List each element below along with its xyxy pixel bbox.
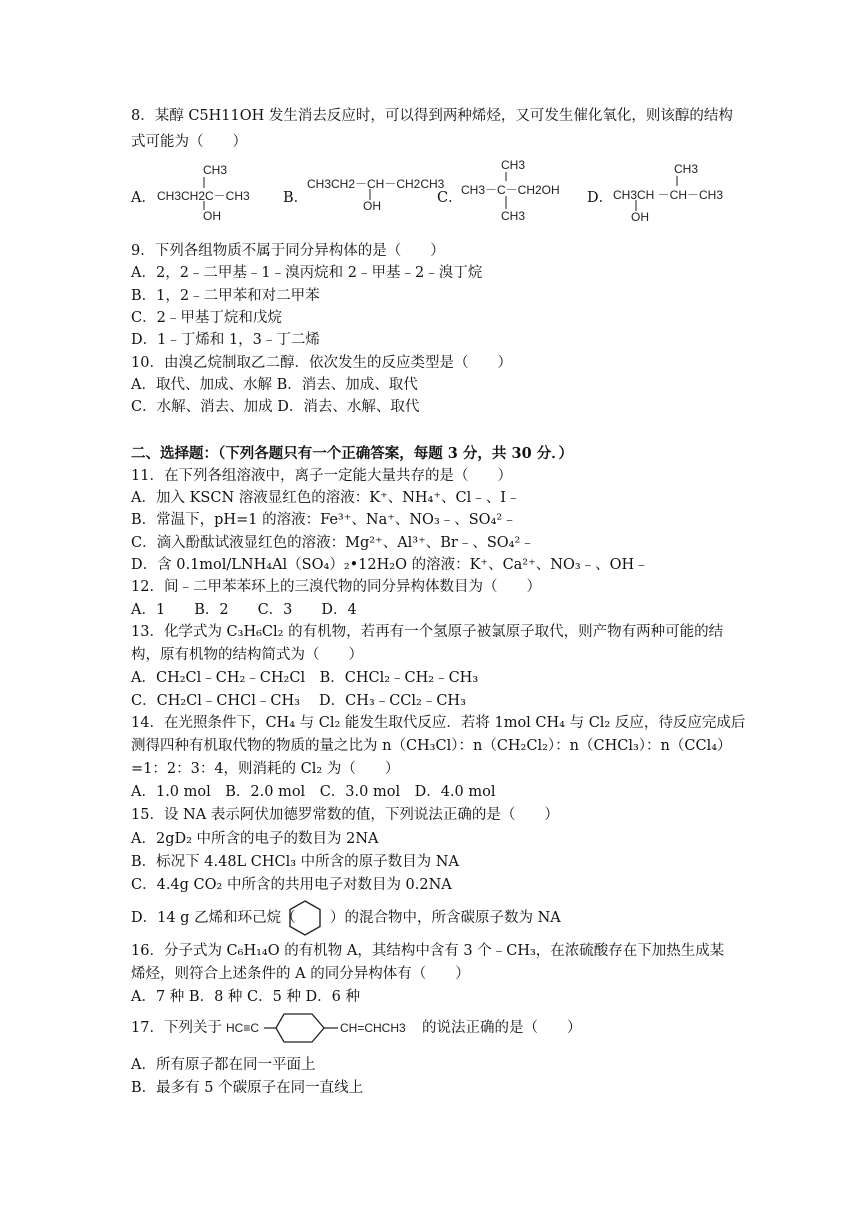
q13-option-cd: C．CH₂Cl﹣CHCl﹣CH₃ D．CH₃﹣CCl₂﹣CH₃	[131, 693, 466, 709]
q8-a-bonds	[201, 176, 209, 212]
q9-stem: 9．下列各组物质不属于同分异构体的是（ ）	[131, 243, 445, 259]
q15-option-a: A．2gD₂ 中所含的电子的数目为 2NA	[131, 831, 379, 847]
q8-c-bottom: CH3	[501, 209, 526, 223]
q8-option-a-label: A．	[131, 190, 156, 206]
q9-option-b: B．1，2﹣二甲苯和对二甲苯	[131, 288, 320, 304]
q17-option-b: B．最多有 5 个碳原子在同一直线上	[131, 1080, 364, 1096]
q17-struct-left: HC≡C	[226, 1021, 259, 1035]
q12-stem: 12．间﹣二甲苯苯环上的三溴代物的同分异构体数目为（ ）	[131, 579, 541, 595]
q16-stem-line1: 16．分子式为 C₆H₁₄O 的有机物 A，其结构中含有 3 个﹣CH₃，在浓硫酸存在下加热生成某	[131, 943, 725, 959]
q15-option-c: C．4.4g CO₂ 中所含的共用电子对数目为 0.2NA	[131, 877, 452, 893]
q14-options: A．1.0 mol B．2.0 mol C．3.0 mol D．4.0 mol	[131, 784, 496, 800]
q8-c-top: CH3	[501, 158, 526, 172]
q8-b-bottom: OH	[363, 199, 381, 213]
q8-options	[131, 158, 741, 230]
cyclohexane-hexagon-icon	[285, 898, 325, 938]
q13-option-ab: A．CH₂Cl﹣CH₂﹣CH₂Cl B．CHCl₂﹣CH₂﹣CH₃	[131, 670, 479, 686]
q8-d-top: CH3	[674, 162, 699, 176]
q8-b-bonds	[367, 188, 373, 202]
q8-stem-line2: 式可能为（ ）	[131, 134, 247, 150]
q11-option-d: D．含 0.1mol/LNH₄Al（SO₄）₂•12H₂O 的溶液：K⁺、Ca²⁺、NO₃﹣、OH﹣	[131, 557, 649, 573]
q16-options: A．7 种 B．8 种 C．5 种 D．6 种	[131, 989, 361, 1005]
q8-b-main: CH3CH2－CH－CH2CH3	[307, 177, 445, 191]
q10-stem: 10．由溴乙烷制取乙二醇．依次发生的反应类型是（ ）	[131, 355, 512, 371]
q17-option-a: A．所有原子都在同一平面上	[131, 1057, 316, 1073]
q14-stem-line3: =1：2：3：4，则消耗的 Cl₂ 为（ ）	[131, 761, 400, 777]
q12-options: A．1 B．2 C．3 D．4	[131, 602, 357, 618]
q11-option-b: B．常温下，pH=1 的溶液：Fe³⁺、Na⁺、NO₃﹣、SO₄²﹣	[131, 512, 517, 528]
q8-a-top: CH3	[203, 163, 228, 177]
q10-option-ab: A．取代、加成、水解 B．消去、加成、取代	[131, 377, 418, 393]
q11-stem: 11．在下列各组溶液中，离子一定能大量共存的是（ ）	[131, 468, 512, 484]
q9-option-d: D．1﹣丁烯和 1，3﹣丁二烯	[131, 332, 320, 348]
q9-option-a: A．2，2﹣二甲基﹣1﹣溴丙烷和 2﹣甲基﹣2﹣溴丁烷	[131, 265, 483, 281]
q15-option-d-before: D．14 g 乙烯和环己烷（	[131, 910, 296, 926]
q17-stem-after: 的说法正确的是（ ）	[422, 1020, 582, 1036]
q8-option-b-label: B．	[283, 190, 309, 206]
q13-stem-line1: 13．化学式为 C₃H₆Cl₂ 的有机物，若再有一个氢原子被氯原子取代，则产物有两种可能的结	[131, 624, 724, 640]
q16-stem-line2: 烯烃，则符合上述条件的 A 的同分异构体有（ ）	[131, 966, 470, 982]
q15-option-d-after: ）的混合物中，所含碳原子数为 NA	[330, 910, 561, 926]
section-2-heading: 二、选择题：（下列各题只有一个正确答案，每题 3 分，共 30 分．）	[131, 445, 573, 462]
q8-option-d-label: D．	[587, 190, 614, 206]
benzene-ring-icon	[264, 1008, 344, 1048]
q9-option-c: C．2﹣甲基丁烷和戊烷	[131, 310, 282, 326]
q8-option-c-label: C．	[437, 190, 463, 206]
q8-d-main: CH3CH －CH－CH3	[613, 188, 724, 202]
q8-a-bottom: OH	[203, 209, 221, 223]
q15-stem: 15．设 NA 表示阿伏加德罗常数的值，下列说法正确的是（ ）	[131, 807, 559, 823]
q15-option-b: B．标况下 4.48L CHCl₃ 中所含的原子数目为 NA	[131, 854, 459, 870]
q8-c-bonds	[503, 171, 509, 211]
q17-stem-before: 17．下列关于	[131, 1020, 222, 1036]
q10-option-cd: C．水解、消去、加成 D．消去、水解、取代	[131, 399, 420, 415]
q8-c-main: CH3－C－CH2OH	[461, 183, 560, 197]
q8-d-bottom: OH	[631, 210, 649, 224]
q11-option-a: A．加入 KSCN 溶液显红色的溶液：K⁺、NH₄⁺、Cl﹣、I﹣	[131, 490, 521, 506]
q17-struct-right: CH=CHCH3	[340, 1021, 406, 1035]
q14-stem-line1: 14．在光照条件下，CH₄ 与 Cl₂ 能发生取代反应．若将 1mol CH₄ 与 Cl₂ 反应，待反应完成后	[131, 715, 746, 731]
q14-stem-line2: 测得四种有机取代物的物质的量之比为 n（CH₃Cl）：n（CH₂Cl₂）：n（CHCl₃）：n（CCl₄）	[131, 738, 732, 754]
q8-d-bonds	[629, 174, 689, 214]
q8-a-main: CH3CH2C－CH3	[157, 189, 250, 203]
q11-option-c: C．滴入酚酞试液显红色的溶液：Mg²⁺、Al³⁺、Br﹣、SO₄²﹣	[131, 535, 535, 551]
q8-stem-line1: 8．某醇 C5H11OH 发生消去反应时，可以得到两种烯烃，又可发生催化氧化，则该醇的结构	[131, 108, 733, 124]
q13-stem-line2: 构，原有机物的结构简式为（ ）	[131, 647, 363, 663]
